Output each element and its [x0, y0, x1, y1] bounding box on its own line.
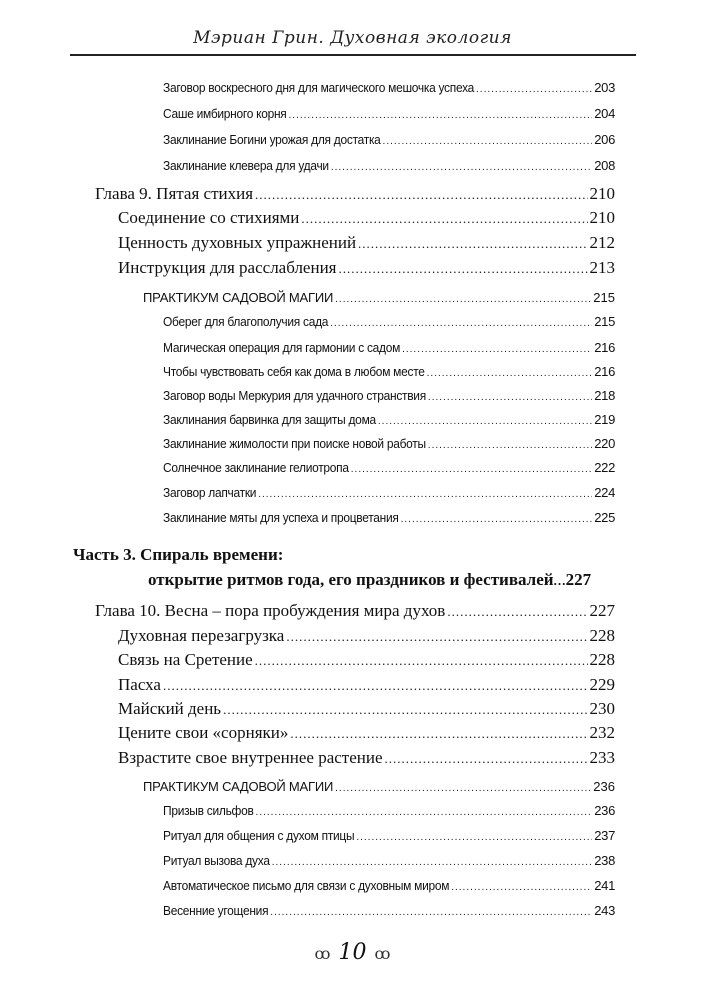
- toc-subchapter-entry[interactable]: [118, 650, 615, 670]
- dot-leader: [451, 882, 592, 893]
- toc-entry-title: ПРАКТИКУМ САДОВОЙ МАГИИ: [143, 779, 334, 794]
- dot-leader: [428, 440, 592, 451]
- toc-section-entry[interactable]: [163, 853, 615, 868]
- toc-entry-title: Пасха: [118, 675, 161, 694]
- toc-section-entry[interactable]: [163, 878, 615, 893]
- toc-entry-page: 238: [594, 853, 615, 868]
- part-subtitle: открытие ритмов года, его праздников и фестивалей: [148, 570, 554, 589]
- toc-entry-page: 243: [594, 903, 615, 918]
- toc-section-entry[interactable]: [163, 903, 615, 918]
- toc-entry-page: 232: [589, 723, 615, 742]
- dot-leader: [356, 832, 592, 843]
- toc-entry-page: 222: [594, 460, 615, 475]
- toc-section-entry[interactable]: [163, 485, 615, 500]
- toc-entry-page: 236: [593, 779, 615, 794]
- toc-entry-title: Глава 10. Весна – пора пробуждения мира духов: [95, 601, 446, 620]
- toc-entry-page: 237: [594, 828, 615, 843]
- toc-section-entry[interactable]: [163, 80, 615, 95]
- dot-leader: [331, 162, 592, 173]
- toc-entry-title: Автоматическое письмо для связи с духовным миром: [163, 878, 450, 893]
- toc-section-entry[interactable]: [163, 158, 615, 173]
- part-subtitle-entry[interactable]: [148, 570, 619, 590]
- toc-entry-page: 233: [589, 748, 615, 767]
- toc-section-entry[interactable]: [163, 828, 615, 843]
- dot-leader: [476, 84, 592, 95]
- toc-section-entry[interactable]: [163, 106, 615, 121]
- left-ornament-icon: ꝏ: [314, 944, 331, 963]
- toc-entry-page: 215: [593, 290, 615, 305]
- toc-entry-title: Взрастите свое внутреннее растение: [118, 748, 383, 767]
- toc-entry-page: 213: [589, 258, 615, 277]
- toc-entry-title: Заговор воды Меркурия для удачного странствия: [163, 388, 426, 403]
- toc-entry-page: 227: [565, 570, 592, 589]
- toc-entry-page: 218: [594, 388, 615, 403]
- page-footer: [0, 940, 705, 965]
- toc-section-entry[interactable]: [163, 132, 615, 147]
- dot-leader: [358, 236, 587, 252]
- toc-entry-title: Саше имбирного корня: [163, 106, 287, 121]
- toc-entry-page: 230: [589, 699, 615, 718]
- header-rule: [70, 54, 636, 56]
- toc-subchapter-entry[interactable]: [118, 626, 615, 646]
- running-header: Мэриан Грин. Духовная экология: [193, 28, 512, 48]
- toc-practicum-entry[interactable]: [143, 290, 615, 305]
- toc-entry-page: 229: [589, 675, 615, 694]
- dot-leader: [351, 464, 592, 475]
- dot-leader: [402, 344, 592, 355]
- dot-leader: [163, 678, 588, 694]
- toc-entry-title: Магическая операция для гармонии с садом: [163, 340, 401, 355]
- right-ornament-icon: ꝏ: [374, 944, 391, 963]
- toc-entry-page: 220: [594, 436, 615, 451]
- toc-subchapter-entry[interactable]: [118, 233, 615, 253]
- dot-leader: [330, 318, 592, 329]
- toc-entry-title: Призыв сильфов: [163, 803, 254, 818]
- dot-leader: [339, 261, 588, 277]
- dot-leader: [272, 857, 593, 868]
- toc-entry-page: 210: [589, 184, 615, 203]
- toc-entry-title: Майский день: [118, 699, 222, 718]
- dot-leader: [554, 573, 566, 589]
- dot-leader: [447, 604, 587, 620]
- dot-leader: [256, 807, 593, 818]
- toc-entry-title: Ритуал для общения с духом птицы: [163, 828, 355, 843]
- toc-section-entry[interactable]: [163, 460, 615, 475]
- toc-section-entry[interactable]: [163, 314, 615, 329]
- toc-entry-page: 216: [594, 364, 615, 379]
- dot-leader: [383, 136, 593, 147]
- toc-subchapter-entry[interactable]: [118, 258, 615, 278]
- toc-entry-page: 227: [589, 601, 615, 620]
- toc-entry-title: Духовная перезагрузка: [118, 626, 285, 645]
- toc-subchapter-entry[interactable]: [118, 723, 615, 743]
- dot-leader: [286, 629, 587, 645]
- toc-section-entry[interactable]: [163, 388, 615, 403]
- toc-entry-page: 228: [589, 650, 615, 669]
- dot-leader: [401, 514, 593, 525]
- dot-leader: [289, 110, 593, 121]
- toc-entry-title: Инструкция для расслабления: [118, 258, 337, 277]
- dot-leader: [290, 726, 587, 742]
- toc-entry-title: Солнечное заклинание гелиотропа: [163, 460, 349, 475]
- toc-entry-title: Соединение со стихиями: [118, 208, 300, 227]
- toc-entry-title: Глава 9. Пятая стихия: [95, 184, 254, 203]
- dot-leader: [255, 187, 587, 203]
- dot-leader: [255, 653, 588, 669]
- dot-leader: [270, 907, 592, 918]
- toc-entry-title: Заклинание клевера для удачи: [163, 158, 329, 173]
- toc-entry-page: 215: [594, 314, 615, 329]
- toc-entry-title: Заклинание Богини урожая для достатка: [163, 132, 381, 147]
- toc-section-entry[interactable]: [163, 436, 615, 451]
- toc-entry-title: Ценность духовных упражнений: [118, 233, 357, 252]
- dot-leader: [258, 489, 592, 500]
- toc-entry-title: ПРАКТИКУМ САДОВОЙ МАГИИ: [143, 290, 334, 305]
- toc-entry-page: 241: [594, 878, 615, 893]
- toc-entry-page: 208: [594, 158, 615, 173]
- toc-chapter-entry[interactable]: [95, 184, 615, 204]
- toc-section-entry[interactable]: [163, 364, 615, 379]
- toc-entry-page: 212: [589, 233, 615, 252]
- dot-leader: [378, 416, 592, 427]
- part-title[interactable]: Часть 3. Спираль времени:: [73, 545, 284, 564]
- toc-entry-title: Заклинание мяты для успеха и процветания: [163, 510, 399, 525]
- toc-entry-page: 216: [594, 340, 615, 355]
- toc-entry-title: Оберег для благополучия сада: [163, 314, 329, 329]
- dot-leader: [385, 751, 588, 767]
- dot-leader: [301, 211, 587, 227]
- toc-chapter-entry[interactable]: [95, 601, 615, 621]
- toc-entry-title: Связь на Сретение: [118, 650, 253, 669]
- dot-leader: [335, 783, 591, 794]
- toc-entry-page: 210: [589, 208, 615, 227]
- toc-entry-title: Цените свои «сорняки»: [118, 723, 289, 742]
- toc-subchapter-entry[interactable]: [118, 208, 615, 228]
- toc-section-entry[interactable]: [163, 803, 615, 818]
- toc-entry-page: 228: [589, 626, 615, 645]
- toc-entry-page: 219: [594, 412, 615, 427]
- toc-entry-title: Ритуал вызова духа: [163, 853, 270, 868]
- dot-leader: [335, 294, 591, 305]
- toc-entry-page: 225: [594, 510, 615, 525]
- page-number: 10: [338, 940, 367, 965]
- toc-entry-title: Чтобы чувствовать себя как дома в любом месте: [163, 364, 425, 379]
- toc-subchapter-entry[interactable]: [118, 748, 615, 768]
- toc-entry-title: Заклинание жимолости при поиске новой работы: [163, 436, 426, 451]
- dot-leader: [428, 392, 592, 403]
- toc-entry-title: Весенние угощения: [163, 903, 269, 918]
- toc-entry-title: Заклинания барвинка для защиты дома: [163, 412, 376, 427]
- toc-entry-title: Заговор воскресного дня для магического мешочка успеха: [163, 80, 475, 95]
- toc-section-entry[interactable]: [163, 510, 615, 525]
- toc-entry-title: Заговор лапчатки: [163, 485, 257, 500]
- toc-entry-page: 206: [594, 132, 615, 147]
- toc-practicum-entry[interactable]: [143, 779, 615, 794]
- toc-entry-page: 236: [594, 803, 615, 818]
- toc-section-entry[interactable]: [163, 412, 615, 427]
- dot-leader: [223, 702, 587, 718]
- toc-entry-page: 204: [594, 106, 615, 121]
- toc-entry-page: 224: [594, 485, 615, 500]
- toc-subchapter-entry[interactable]: [118, 699, 615, 719]
- dot-leader: [427, 368, 593, 379]
- toc-section-entry[interactable]: [163, 340, 615, 355]
- toc-entry-page: 203: [594, 80, 615, 95]
- toc-subchapter-entry[interactable]: [118, 675, 615, 695]
